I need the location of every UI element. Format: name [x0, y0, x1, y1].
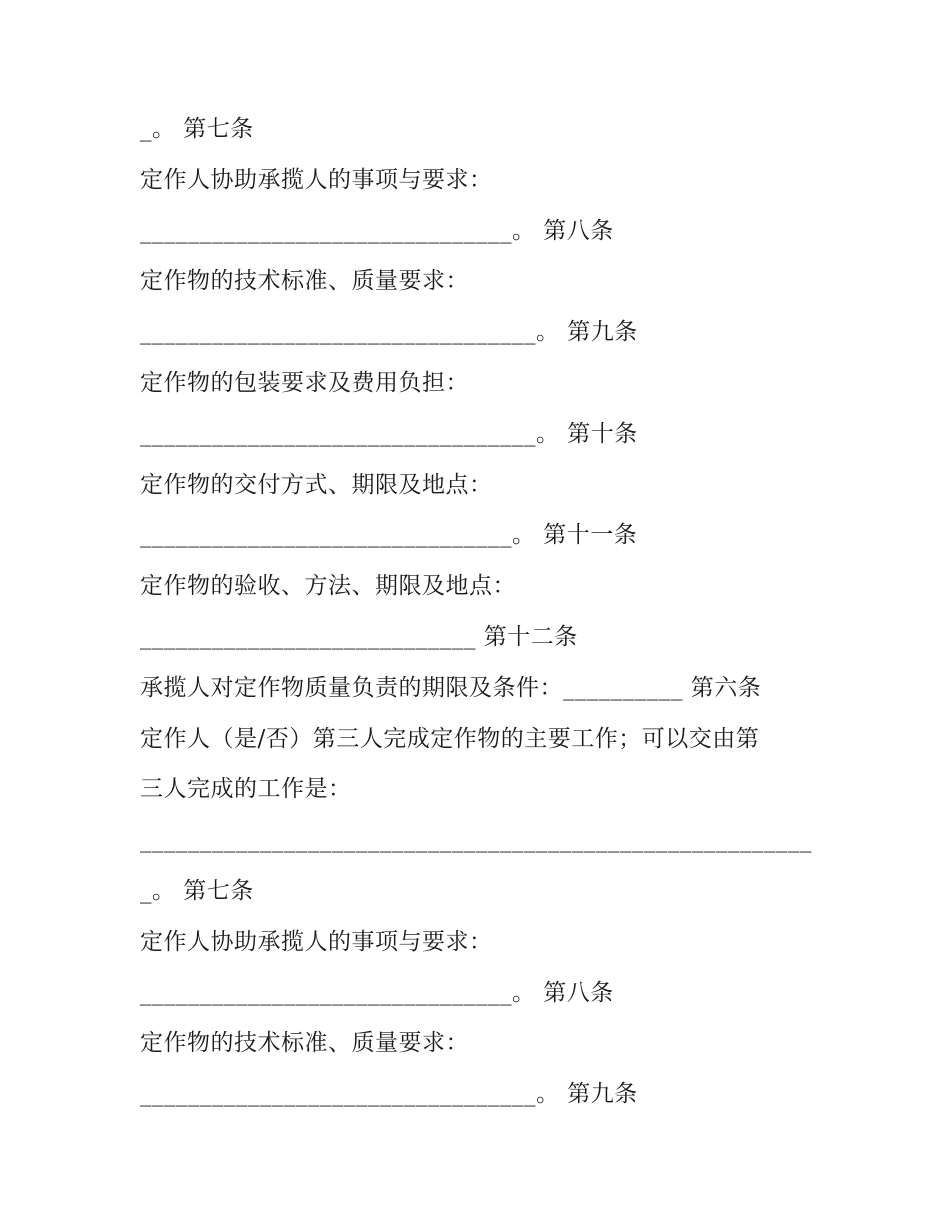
text-line: _________________________________。 第十条 [140, 420, 638, 447]
text-line: 承揽人对定作物质量负责的期限及条件：__________ 第六条 [140, 674, 762, 701]
text-line: 定作人协助承揽人的事项与要求： [140, 166, 493, 193]
text-line: 定作物的交付方式、期限及地点： [140, 471, 493, 498]
text-line: 定作物的包装要求及费用负担： [140, 369, 469, 396]
document-body [140, 104, 820, 1120]
text-line: 定作物的技术标准、质量要求： [140, 1030, 469, 1057]
text-line: _______________________________。 第十一条 [140, 522, 638, 549]
text-line: _________________________________。 第九条 [140, 1081, 638, 1108]
text-line: _。 第七条 [140, 116, 254, 142]
text-line: _。 第七条 [140, 877, 254, 904]
text-line: ________________________________________________________ [140, 827, 812, 854]
text-line: ____________________________ 第十二条 [140, 623, 578, 650]
text-line: _______________________________。 第八条 [140, 217, 614, 244]
text-line: 三人完成的工作是： [140, 776, 352, 803]
text-line: 定作人协助承揽人的事项与要求： [140, 928, 493, 955]
text-line: 定作人（是/否）第三人完成定作物的主要工作；可以交由第 [140, 725, 760, 752]
text-line: 定作物的技术标准、质量要求： [140, 268, 469, 295]
text-line: _________________________________。 第九条 [140, 319, 638, 346]
text-line: 定作物的验收、方法、期限及地点： [140, 573, 516, 600]
text-line: _______________________________。 第八条 [140, 979, 614, 1006]
